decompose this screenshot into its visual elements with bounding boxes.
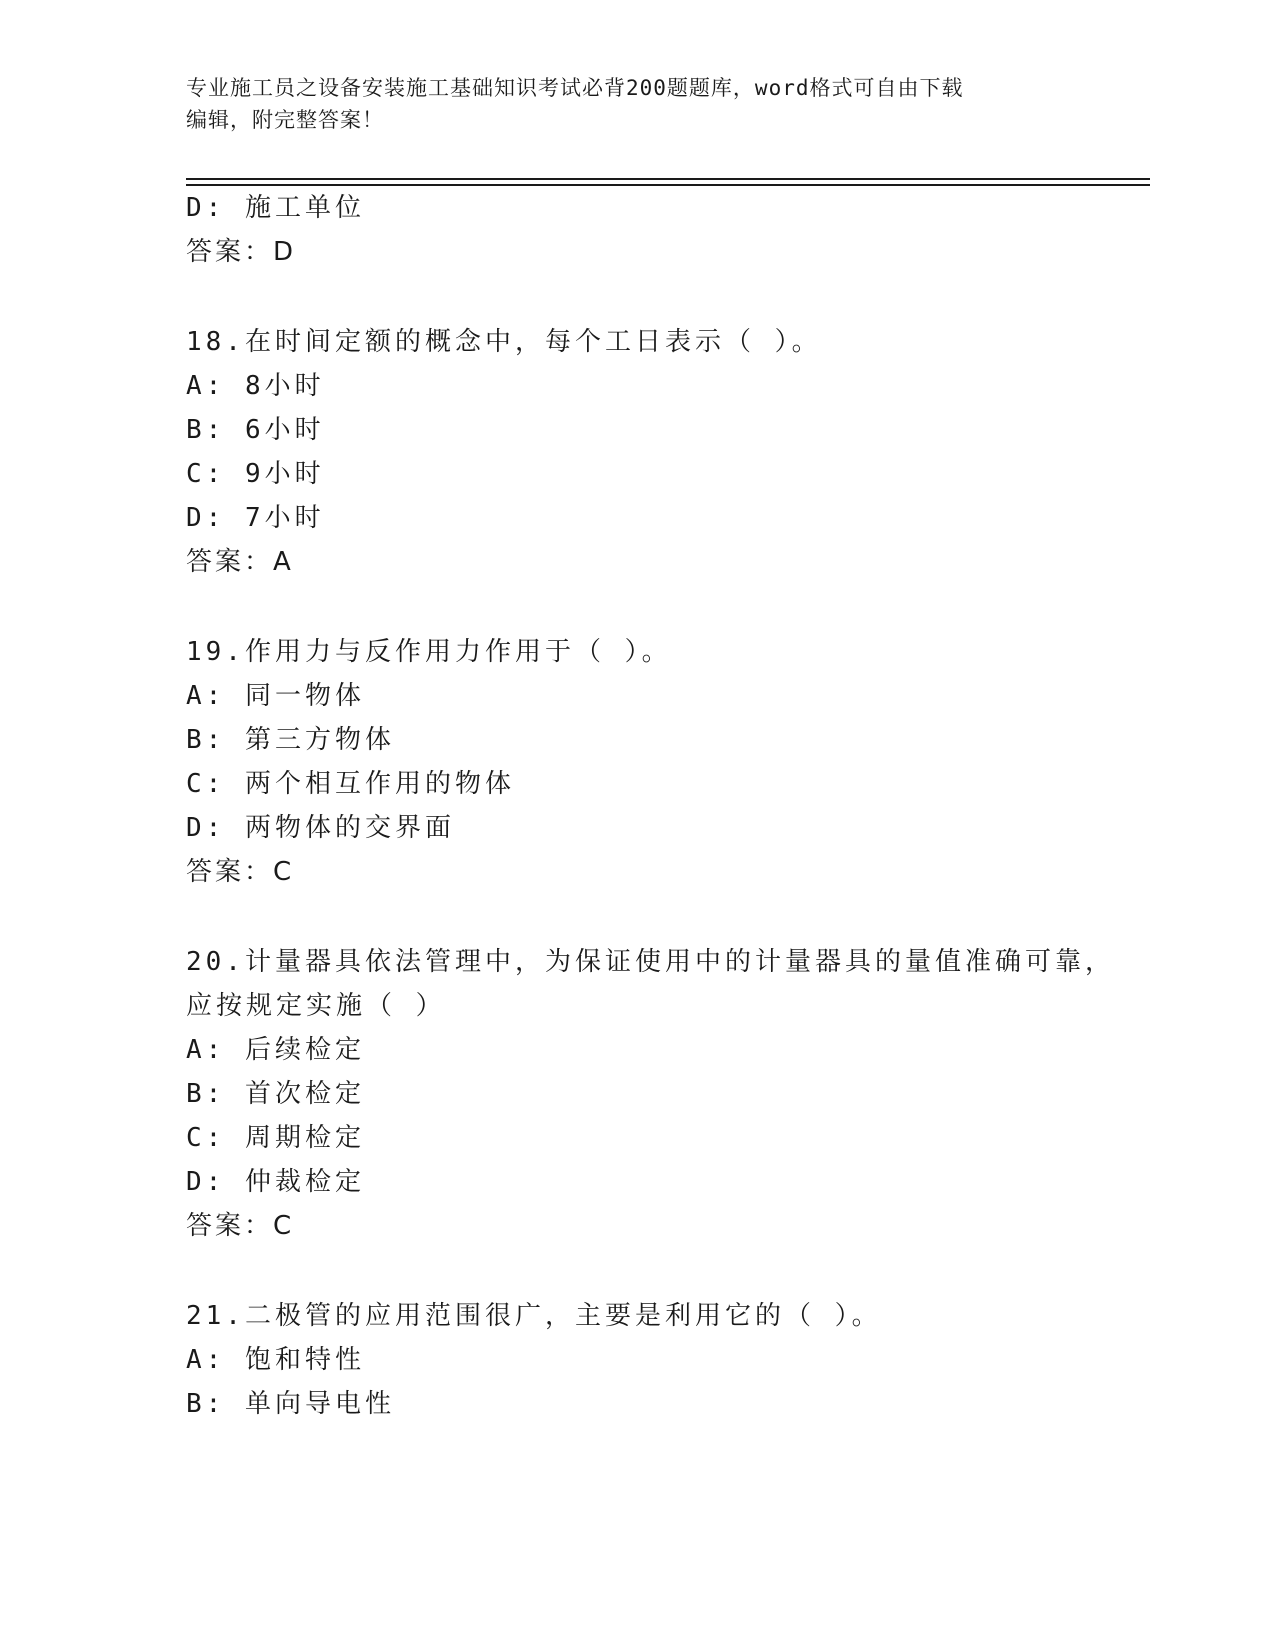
q19-stem: 19.作用力与反作用力作用于（ ）。 (186, 637, 672, 667)
q21-option-a: A: 饱和特性 (186, 1345, 365, 1375)
q20-option-d: D: 仲裁检定 (186, 1167, 365, 1197)
q19-option-d: D: 两物体的交界面 (186, 813, 455, 843)
prev-option-d: D: 施工单位 (186, 193, 365, 223)
q18-option-c: C: 9小时 (186, 459, 325, 489)
header-line-2: 编辑，附完整答案！ (186, 108, 384, 132)
q20-stem-line-2: 应按规定实施（ ） (186, 991, 446, 1021)
q21-stem: 21.二极管的应用范围很广，主要是利用它的（ ）。 (186, 1301, 882, 1331)
q20-stem-line-1: 20.计量器具依法管理中，为保证使用中的计量器具的量值准确可靠， (186, 947, 1115, 977)
q19-option-c: C: 两个相互作用的物体 (186, 769, 515, 799)
q19-option-a: A: 同一物体 (186, 681, 365, 711)
q20-option-c: C: 周期检定 (186, 1123, 365, 1153)
q18-option-b: B: 6小时 (186, 415, 325, 445)
header-divider-top (186, 178, 1150, 180)
q19-answer: 答案：C (186, 857, 295, 887)
q18-answer: 答案：A (186, 547, 294, 577)
q18-option-d: D: 7小时 (186, 503, 325, 533)
header-line-1: 专业施工员之设备安装施工基础知识考试必背200题题库，word格式可自由下载 (186, 76, 964, 100)
document-header (186, 72, 1086, 136)
q20-option-b: B: 首次检定 (186, 1079, 365, 1109)
prev-answer: 答案：D (186, 237, 297, 267)
q18-option-a: A: 8小时 (186, 371, 325, 401)
header-divider-bottom (186, 184, 1150, 186)
q21-option-b: B: 单向导电性 (186, 1389, 395, 1419)
q18-stem: 18.在时间定额的概念中，每个工日表示（ ）。 (186, 327, 822, 357)
q19-option-b: B: 第三方物体 (186, 725, 395, 755)
q20-option-a: A: 后续检定 (186, 1035, 365, 1065)
q20-answer: 答案：C (186, 1211, 295, 1241)
